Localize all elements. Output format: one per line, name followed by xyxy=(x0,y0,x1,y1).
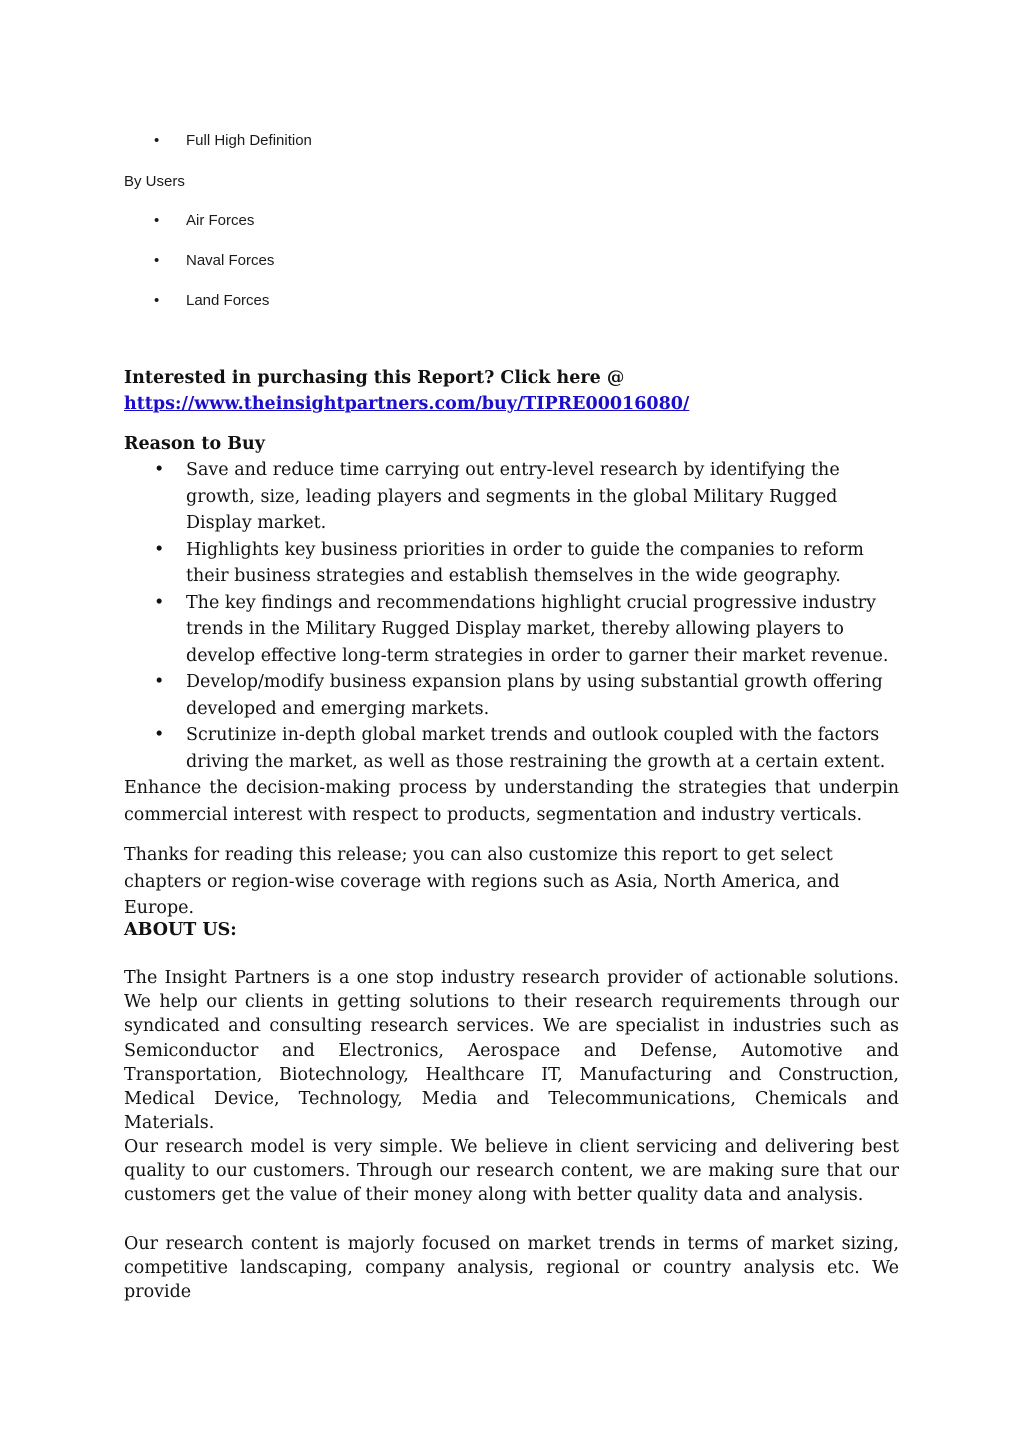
bullet-icon: • xyxy=(154,460,165,480)
purchase-link[interactable]: https://www.theinsightpartners.com/buy/TIPRE00016080/ xyxy=(124,394,690,414)
list-item-text: Naval Forces xyxy=(186,252,275,269)
list-item-text: Full High Definition xyxy=(186,132,312,149)
bullet-icon: • xyxy=(154,539,165,560)
list-item-text: Develop/modify business expansion plans by using substantial growth offering developed and emerging markets. xyxy=(186,672,883,719)
reason-to-buy-heading: Reason to Buy xyxy=(124,434,265,454)
bullet-icon: • xyxy=(154,672,165,692)
list-item xyxy=(124,457,899,537)
list-item xyxy=(124,537,899,590)
reason-to-buy-closing: Enhance the decision-making process by understanding the strategies that underpin commercial interest with respect to products, segmentation and industry verticals. xyxy=(124,778,899,825)
bullet-icon: • xyxy=(154,292,160,309)
bullet-icon: • xyxy=(154,725,165,745)
list-item-text: Scrutinize in-depth global market trends and outlook coupled with the factors driving the market, as well as those restraining the growth at a certain extent. xyxy=(186,725,886,772)
bullet-icon: • xyxy=(154,592,165,613)
about-paragraph-3: Our research content is majorly focused on market trends in terms of market sizing, competitive landscaping, company analysis, regional or country analysis etc. We provide xyxy=(124,1234,899,1303)
list-item xyxy=(124,669,899,722)
list-item-text: Air Forces xyxy=(186,212,255,229)
list-item-text: Highlights key business priorities in order to guide the companies to reform their business strategies and establish themselves in the wide geography. xyxy=(186,539,864,586)
list-item xyxy=(124,590,899,670)
bullet-icon: • xyxy=(154,252,160,269)
reason-to-buy-list xyxy=(124,457,899,775)
purchase-prompt: Interested in purchasing this Report? Click here @ xyxy=(124,368,625,388)
thanks-paragraph: Thanks for reading this release; you can also customize this report to get select chapters or region-wise coverage with regions such as Asia, North America, and Europe. xyxy=(124,845,840,918)
users-heading: By Users xyxy=(124,173,185,190)
list-item-text: The key findings and recommendations highlight crucial progressive industry trends in the Military Rugged Display market, thereby allowing players to develop effective long-term strategies in order to garner their market revenue. xyxy=(186,592,889,666)
about-paragraph-1: The Insight Partners is a one stop industry research provider of actionable solutions. We help our clients in getting solutions to their research requirements through our syndicated and consulting research services. We are specialist in industries such as Semiconductor and Electronics, Aerospace and Defense, Automotive and Transportation, Biotechnology, Healthcare IT, Manufacturing and Construction, Medical Device, Technology, Media and Telecommunications, Chemicals and Materials. xyxy=(124,968,899,1134)
about-heading: ABOUT US: xyxy=(124,920,237,940)
bullet-icon: • xyxy=(154,212,160,229)
list-item-text: Save and reduce time carrying out entry-level research by identifying the growth, size, leading players and segments in the global Military Rugged Display market. xyxy=(186,460,840,533)
list-item xyxy=(124,722,899,775)
list-item-text: Land Forces xyxy=(186,292,270,309)
about-paragraph-2: Our research model is very simple. We believe in client servicing and delivering best quality to our customers. Through our research content, we are making sure that our customers get the value of their money along with better quality data and analysis. xyxy=(124,1137,899,1206)
bullet-icon: • xyxy=(154,132,160,149)
